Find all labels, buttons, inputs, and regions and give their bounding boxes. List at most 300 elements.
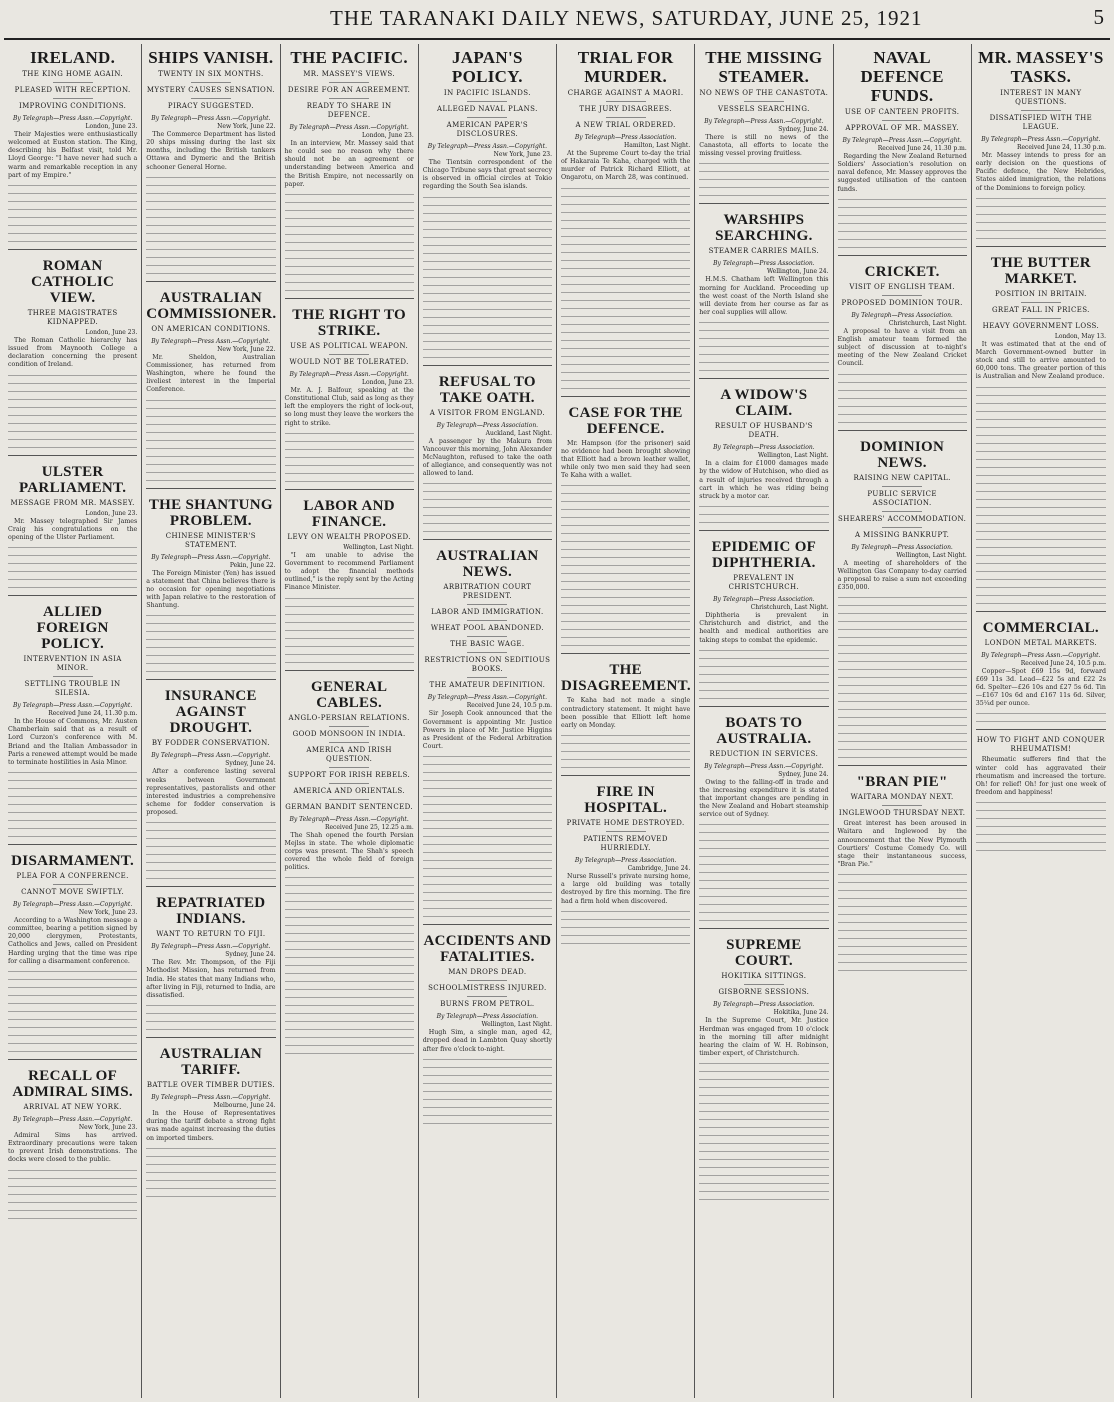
text-lines [8,583,137,590]
article [146,679,275,881]
text-lines [838,721,967,728]
article-subheading: CHINESE MINISTER'S STATEMENT. [165,531,256,549]
article-dateline: New York, June 23. [493,151,552,158]
text-lines [285,437,414,444]
text-lines [8,387,137,394]
text-lines [285,913,414,920]
article-subheading: PLEASED WITH RECEPTION. [8,82,137,95]
article-headline: THE BUTTER MARKET. [990,254,1091,287]
text-lines [699,646,828,653]
article-body [561,873,690,946]
text-lines [423,856,552,863]
text-lines [976,519,1106,526]
text-lines [8,975,137,982]
article-byline: By Telegraph—Press Assn.—Copyright. [289,370,409,378]
column-6 [695,44,833,1398]
article-body [699,460,828,525]
article [838,255,967,425]
text-lines [146,404,275,411]
text-lines [561,376,690,383]
article-text: At the Supreme Court to-day the trial of Hakaraia Te Kaha, charged with the murder of Patrick Richard Elliott, at Ongarotu, on March 28, was continued. [561,150,691,182]
masthead [0,0,1114,40]
text-lines [838,657,967,664]
text-lines [699,1139,828,1146]
text-lines [561,907,690,914]
text-lines [423,527,552,534]
article [976,48,1106,241]
text-lines [8,768,137,775]
text-lines [285,1049,414,1056]
article-dateline: London, May 13. [1054,332,1106,340]
article-subheading: THE AMATEUR DEFINITION. [423,677,552,690]
text-lines [285,206,414,213]
article-text: Sir Joseph Cook announced that the Government is appointing Mr. Justice Powers in place of Mr. Justice Higgins as President of the Federal Arbitration Court. [422,710,552,751]
text-lines [838,195,967,202]
article-headline: THE PACIFIC. [290,48,408,67]
text-lines [285,262,414,269]
text-lines [8,776,137,783]
text-lines [838,697,967,704]
text-lines [285,469,414,476]
text-lines [838,625,967,632]
article-subheading: DESIRE FOR AN AGREEMENT. [285,82,414,95]
text-lines [561,545,690,552]
text-lines [976,543,1106,550]
text-lines [699,1067,828,1074]
article [146,886,275,1032]
article-dateline: New York, June 23. [78,1123,138,1131]
text-lines [285,977,414,984]
text-lines [561,312,690,319]
article-byline: By Telegraph—Press Assn.—Copyright. [151,115,271,122]
text-lines [8,427,137,434]
article-subheading: THE BASIC WAGE. [423,636,552,649]
article [699,378,828,525]
text-lines [838,942,967,949]
text-lines [976,218,1106,225]
article-headline: SUPREME COURT. [726,937,802,970]
text-lines [423,1119,552,1126]
article-dateline: Sydney, June 24. [778,770,829,778]
article-byline: By Telegraph—Press Assn.—Copyright. [704,762,824,770]
article-text: Admiral Sims has arrived. Extraordinary precautions were taken to prevent Irish demonstrations. The docks were closed to the public. [8,1131,138,1164]
article-byline: By Telegraph—Press Association. [713,596,815,604]
text-lines [146,619,275,626]
text-lines [8,1214,137,1221]
text-lines [423,241,552,248]
text-lines [423,209,552,216]
article [423,924,552,1125]
text-lines [146,468,275,475]
article-subheading: MR. MASSEY'S VIEWS. [303,70,395,78]
article-text: In the House of Commons, Mr. Austen Chamberlain said that as a result of Lord Curzon's conference with M. Briand and the Italian Ambassador in Paris a renewed attempt would be made to terminate hostilities in Asia Minor. [8,718,138,766]
text-lines [699,358,828,365]
article-subheading: TWENTY IN SIX MONTHS. [158,70,264,78]
article [423,48,552,360]
article-text: Great interest has been aroused in Waitara and Inglewood by the announcement that the New Plymouth Courtiers' Costume Comedy Co. will stage their instantaneous success, "Bran Pie." [837,820,967,868]
article-body [146,354,275,483]
text-lines [561,344,690,351]
text-lines [285,230,414,237]
text-lines [976,822,1106,829]
article-headline: WARSHIPS SEARCHING. [715,212,813,245]
article-byline: By Telegraph—Press Assn.—Copyright. [151,1094,271,1102]
text-lines [8,575,137,582]
text-lines [423,1079,552,1086]
article-body [423,710,552,919]
text-lines [561,585,690,592]
article [8,1059,137,1221]
text-lines [699,908,828,915]
article-headline: AUSTRALIAN TARIFF. [159,1046,262,1079]
text-lines [699,852,828,859]
article-subheading: DISSATISFIED WITH THE LEAGUE. [976,110,1106,132]
text-lines [146,1009,275,1016]
text-lines [423,904,552,911]
text-lines [699,167,828,174]
column-1 [4,44,142,1398]
text-lines [8,559,137,566]
text-lines [423,816,552,823]
text-lines [8,419,137,426]
text-lines [8,1015,137,1022]
article-dateline: Wellington, Last Night. [481,1021,552,1029]
text-lines [561,264,690,271]
text-lines [146,205,275,212]
text-lines [285,634,414,641]
article-byline: By Telegraph—Press Assn.—Copyright. [151,943,271,951]
article-body [146,131,275,276]
article-subheading: INGLEWOOD THURSDAY NEXT. [838,805,967,818]
text-lines [838,665,967,672]
text-lines [146,1001,275,1008]
article-subheading: WOULD NOT BE TOLERATED. [285,354,414,367]
text-lines [976,846,1106,853]
article-text: In the Supreme Court, Mr. Justice Herdman was engaged from 10 o'clock in the morning till after midnight hearing the claim of W. H. Robinson, timber expert, of Christchurch. [699,1017,829,1058]
article-byline: By Telegraph—Press Assn.—Copyright. [289,124,409,131]
text-lines [285,961,414,968]
text-lines [976,423,1106,430]
article-text: The Foreign Minister (Yen) has issued a statement that China believes there is no occasion for opening negotiations with Japan relative to the restoration of Shantung. [146,569,276,610]
text-lines [423,257,552,264]
article-dateline: Wellington, June 24. [766,268,829,276]
text-lines [285,1025,414,1032]
text-lines [976,535,1106,542]
text-lines [146,1152,275,1159]
text-lines [8,991,137,998]
text-lines [561,208,690,215]
text-lines [838,633,967,640]
text-lines [146,635,275,642]
article-subheading: USE AS POLITICAL WEAPON. [290,341,409,350]
text-lines [8,1198,137,1205]
text-lines [423,273,552,280]
article-body [976,341,1106,606]
article-body [838,820,967,973]
text-lines [146,229,275,236]
text-lines [423,1095,552,1102]
text-lines [423,864,552,871]
article-dateline: Auckland, Last Night. [485,429,552,437]
text-lines [146,420,275,427]
text-lines [285,985,414,992]
text-lines [976,503,1106,510]
article-subheading: ANGLO-PERSIAN RELATIONS. [288,713,410,722]
text-lines [976,495,1106,502]
text-lines [423,487,552,494]
text-lines [561,763,690,770]
article-subheading: BURNS FROM PETROL. [423,996,552,1009]
article [699,928,828,1202]
text-lines [561,368,690,375]
article-byline: By Telegraph—Press Assn.—Copyright. [12,900,133,908]
article-dateline: Cambridge, June 24. [627,865,691,873]
article-subheading: PATIENTS REMOVED HURRIEDLY. [561,831,690,853]
article-headline: CASE FOR THE DEFENCE. [568,404,683,437]
text-lines [561,747,690,754]
article-headline: SHIPS VANISH. [148,48,274,67]
text-lines [146,173,275,180]
text-lines [838,410,967,417]
text-lines [423,848,552,855]
article-text: The Roman Catholic hierarchy has issued from Maynooth College a declaration concerning the present condition of Ireland. [8,336,138,369]
text-lines [285,993,414,1000]
article-headline: ALLIED FOREIGN POLICY. [36,604,109,653]
article-subheading: PREVALENT IN CHRISTCHURCH. [728,574,800,592]
article [976,729,1106,853]
text-lines [8,1166,137,1173]
column-5 [557,44,695,1398]
text-lines [146,818,275,825]
text-lines [561,360,690,367]
text-lines [699,366,828,373]
text-lines [561,304,690,311]
article-subheading: A NEW TRIAL ORDERED. [561,117,690,130]
text-lines [423,824,552,831]
text-lines [561,280,690,287]
text-lines [423,768,552,775]
text-lines [285,270,414,277]
text-lines [285,222,414,229]
article-dateline: Hamilton, Last Night. [624,142,691,149]
article-byline: By Telegraph—Press Assn.—Copyright. [12,1115,133,1123]
text-lines [146,436,275,443]
article-dateline: Received June 24, 11.30 p.m. [1016,144,1106,151]
article-dateline: Sydney, June 24. [778,126,829,133]
article-subheading: ARRIVAL AT NEW YORK. [23,1102,122,1111]
text-lines [976,479,1106,486]
text-lines [423,511,552,518]
article-subheading: A MISSING BANKRUPT. [838,527,967,540]
text-lines [423,479,552,486]
text-lines [8,1039,137,1046]
article-body [146,768,275,881]
article-text: A meeting of shareholders of the Wellington Gas Company to-day carried a proposal to raise a sum not exceeding £350,000. [837,559,967,592]
text-lines [561,939,690,946]
text-lines [561,529,690,536]
article-body [699,1017,828,1202]
text-lines [838,609,967,616]
text-lines [146,1017,275,1024]
text-lines [976,210,1106,217]
article [146,48,275,276]
text-lines [8,1190,137,1197]
text-lines [561,577,690,584]
text-lines [423,880,552,887]
text-lines [8,205,137,212]
article-text: The Shah opened the fourth Persian Mejlss in state. The whole diplomatic corps was present. The Shah's speech covered the whole field of foreign politics. [284,831,414,872]
text-lines [561,505,690,512]
article [8,249,137,450]
article-dateline: New York, June 22. [217,345,276,353]
article-text: Mr. Massey intends to press for an early decision on the questions of Pacific defence, the New Hebrides, States aided immigration, the relations of the Dominions to foreign policy. [975,152,1106,192]
article-dateline: London, June 23. [362,132,414,139]
text-lines [838,227,967,234]
article-text: The Rev. Mr. Thompson, of the Fiji Methodist Mission, has returned from India. He states that many Indians who, after living in Fiji, returned to India, are dissatisfied. [146,959,276,999]
text-lines [561,192,690,199]
article-headline: THE SHANTUNG PROBLEM. [148,496,273,529]
article-subheading: MYSTERY CAUSES SENSATION. [146,82,275,95]
article [285,48,414,293]
article-dateline: Received June 24, 10.5 p.m. [1020,659,1106,667]
text-lines [146,1184,275,1191]
text-lines [976,234,1106,241]
text-lines [423,784,552,791]
text-lines [561,755,690,762]
text-lines [838,966,967,973]
text-lines [838,593,967,600]
text-lines [699,1147,828,1154]
article-body [8,131,137,244]
article [561,653,690,770]
text-lines [838,370,967,377]
article-byline: By Telegraph—Press Assn.—Copyright. [842,137,962,144]
article-subheading: A VISITOR FROM ENGLAND. [429,408,546,417]
article-dateline: Pekin, June 22. [229,561,276,569]
text-lines [561,553,690,560]
article-subheading: AMERICAN PAPER'S DISCLOSURES. [423,117,552,139]
article [146,281,275,483]
text-lines [423,503,552,510]
article-body [146,570,275,675]
text-lines [561,184,690,191]
article-byline: By Telegraph—Press Assn.—Copyright. [981,136,1101,143]
text-lines [699,342,828,349]
article-subheading: BY FODDER CONSERVATION. [151,739,270,748]
text-lines [838,729,967,736]
text-lines [8,379,137,386]
text-lines [146,826,275,833]
article-dateline: New York, June 23. [78,908,138,916]
article-byline: By Telegraph—Press Assn.—Copyright. [427,143,548,150]
text-lines [838,918,967,925]
article-byline: By Telegraph—Press Association. [574,134,677,141]
article-headline: EPIDEMIC OF DIPHTHERIA. [711,539,817,572]
text-lines [976,709,1106,716]
text-lines [423,519,552,526]
article [976,611,1106,725]
article [285,489,414,665]
text-lines [146,181,275,188]
article-subheading: MAN DROPS DEAD. [448,968,527,977]
text-lines [146,866,275,873]
text-lines [146,611,275,618]
text-lines [976,559,1106,566]
article-byline: By Telegraph—Press Association. [851,543,953,551]
text-lines [146,842,275,849]
text-lines [699,183,828,190]
article-dateline: Sydney, June 24. [225,951,276,959]
text-lines [8,1182,137,1189]
article-dateline: Wellington, Last Night. [896,551,967,559]
article-headline: RECALL OF ADMIRAL SIMS. [12,1067,133,1100]
text-lines [146,850,275,857]
article-subheading: NO NEWS OF THE CANASTOTA. [699,89,829,97]
article-dateline: London, June 23. [85,328,138,336]
text-lines [699,1131,828,1138]
article-subheading: REDUCTION IN SERVICES. [709,749,819,758]
article [699,706,828,924]
article-text: In a claim for £1000 damages made by the widow of Hutchison, who died as a result of injuries received through a cart in which he was riding being struck by a motor car. [699,460,829,500]
text-lines [8,435,137,442]
text-lines [285,477,414,484]
text-lines [699,326,828,333]
article-subheading: BATTLE OVER TIMBER DUTIES. [146,1081,275,1090]
text-lines [423,201,552,208]
text-lines [423,495,552,502]
text-lines [8,1174,137,1181]
article-dateline: Melbourne, June 24. [213,1102,276,1110]
article [8,455,137,590]
text-lines [976,527,1106,534]
article-byline: By Telegraph—Press Association. [713,1001,815,1009]
text-lines [838,402,967,409]
article-byline: By Telegraph—Press Assn.—Copyright. [981,651,1101,659]
text-lines [561,256,690,263]
text-lines [699,1123,828,1130]
text-lines [8,983,137,990]
text-lines [699,191,828,198]
article-headline: REPATRIATED INDIANS. [156,895,266,928]
article-subheading: PLEA FOR A CONFERENCE. [16,871,129,880]
article [561,396,690,649]
text-lines [285,278,414,285]
text-lines [699,1107,828,1114]
text-lines [976,798,1106,805]
article-subheading: ARBITRATION COURT PRESIDENT. [443,583,532,601]
article-body [838,560,967,761]
text-lines [285,618,414,625]
article-headline: IRELAND. [30,48,116,67]
article-subheading: LABOR AND IMMIGRATION. [423,604,552,617]
text-lines [423,800,552,807]
text-lines [561,320,690,327]
text-lines [699,1059,828,1066]
article [285,670,414,1057]
article-byline: By Telegraph—Press Association. [851,311,953,319]
text-lines [423,808,552,815]
article-headline: ULSTER PARLIAMENT. [18,463,127,496]
text-lines [8,824,137,831]
text-lines [699,1099,828,1106]
newspaper-title: THE TARANAKI DAILY NEWS, SATURDAY, JUNE 25, 1921 [330,6,923,30]
text-lines [699,1163,828,1170]
article-headline: THE MISSING STEAMER. [705,48,823,86]
text-lines [8,800,137,807]
article-subheading: SHEARERS' ACCOMMODATION. [838,511,967,524]
text-lines [976,202,1106,209]
text-lines [976,407,1106,414]
